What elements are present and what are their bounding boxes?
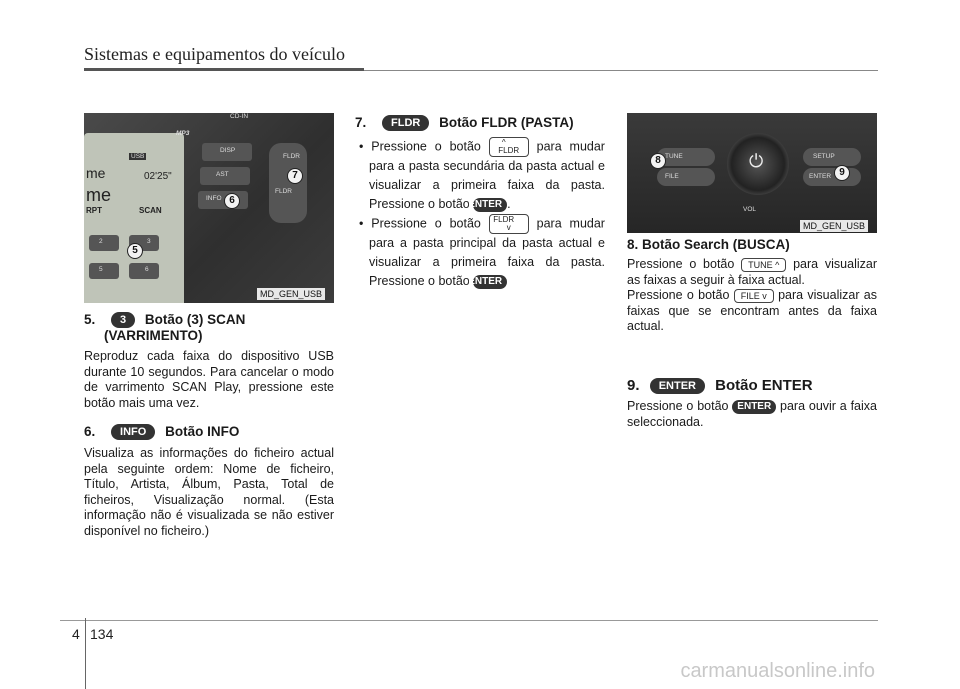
- mp3-logo: MP3: [176, 130, 190, 137]
- file-button-icon: FILE v: [734, 289, 774, 303]
- enter-button[interactable]: ENTER: [803, 168, 861, 186]
- preset-3-button[interactable]: 3: [129, 235, 159, 251]
- sec8-title: 8. Botão Search (BUSCA): [627, 237, 790, 252]
- section-9: [627, 377, 877, 430]
- page-header-title: Sistemas e equipamentos do veículo: [84, 44, 345, 64]
- display-time: 02'25": [144, 171, 172, 182]
- sec7-number: 7.: [355, 115, 367, 130]
- enter-badge: ENTER: [473, 198, 507, 212]
- fldr-badge: FLDR: [382, 115, 429, 131]
- setup-button[interactable]: SETUP: [803, 148, 861, 166]
- sec5-number: 5.: [84, 312, 96, 327]
- control-knob-photo: [627, 113, 877, 233]
- section-5: [84, 312, 334, 411]
- sec5-title: Botão (3) SCAN: [144, 312, 246, 327]
- watermark-text: carmanualsonline.info: [680, 660, 875, 682]
- enter-badge-inline: ENTER: [732, 400, 776, 414]
- ast-button[interactable]: AST: [200, 167, 250, 185]
- radio-panel-photo: [84, 113, 334, 303]
- vol-label: VOL: [743, 206, 757, 213]
- section-6: [84, 424, 334, 539]
- tune-button[interactable]: TUNE: [657, 148, 715, 166]
- sec7-title: Botão FLDR (PASTA): [439, 115, 574, 130]
- fldr-up-button-icon: ^ FLDR: [489, 137, 529, 157]
- enter-badge-2: ENTER: [473, 275, 507, 289]
- fldr-down-button-icon: FLDR v: [489, 214, 529, 234]
- power-icon: ⏻: [749, 151, 764, 171]
- display-track: me: [86, 165, 106, 181]
- footer-rule: [60, 620, 878, 621]
- fldr-rocker[interactable]: FLDR FLDR: [269, 143, 307, 223]
- footer-divider: [85, 618, 86, 689]
- display-scan: SCAN: [139, 206, 162, 215]
- info-button[interactable]: INFO: [198, 191, 248, 209]
- sec9-number: 9.: [627, 377, 640, 394]
- section-7: [355, 115, 605, 291]
- chapter-number: 4: [72, 626, 80, 642]
- cdin-label: CD-IN: [230, 113, 249, 120]
- header-rule: [84, 68, 364, 71]
- preset-2-button[interactable]: 2: [89, 235, 119, 251]
- preset-6-button[interactable]: 6: [129, 263, 159, 279]
- callout-9: 9: [834, 165, 850, 181]
- callout-7: 7: [287, 168, 303, 184]
- volume-knob[interactable]: [727, 133, 789, 195]
- sec7-bullet-2: • Pressione o botão FLDR v para mudar para a pasta principal da pasta actual e visualizar a primeira faixa da pasta. Pressione o botão ENTER: [359, 215, 605, 289]
- enter-badge-title: ENTER: [650, 378, 705, 394]
- left-photo-caption: MD_GEN_USB: [257, 288, 325, 300]
- preset-5-button[interactable]: 5: [89, 263, 119, 279]
- info-badge: INFO: [111, 424, 155, 440]
- tune-button-icon: TUNE ^: [741, 258, 786, 272]
- callout-5: 5: [127, 243, 143, 259]
- sec6-body: Visualiza as informações do ficheiro actual pela seguinte ordem: Nome de ficheiro, Título, Artista, Álbum, Pasta, Total de ficheiros, Visualização normal. (Esta informação não é visualizada se não estiver disponível no ficheiro.): [84, 446, 334, 538]
- display-rpt: RPT: [86, 206, 102, 215]
- header-line: [364, 70, 878, 71]
- sec9-title: Botão ENTER: [715, 377, 813, 394]
- callout-8: 8: [650, 153, 666, 169]
- callout-6: 6: [224, 193, 240, 209]
- sec6-number: 6.: [84, 424, 96, 439]
- display-track-large: me: [86, 185, 112, 205]
- section-8: [627, 237, 877, 335]
- right-photo-caption: MD_GEN_USB: [800, 220, 868, 232]
- sec6-title: Botão INFO: [165, 424, 240, 439]
- disp-button[interactable]: DISP: [202, 143, 252, 161]
- sec7-bullet-1: • Pressione o botão ^ FLDR para mudar para a pasta secundária da pasta actual e visualizar a primeira faixa da pasta. Pressione o botão ENTER .: [359, 138, 605, 212]
- sec8-para-2: Pressione o botão FILE v para visualizar as faixas que se encontram antes da faixa actual.: [627, 288, 877, 333]
- sec8-para-1: Pressione o botão TUNE ^ para visualizar as faixas a seguir à faixa actual.: [627, 257, 877, 287]
- page-number: 134: [90, 626, 114, 642]
- button-3-badge: 3: [111, 312, 135, 328]
- file-button[interactable]: FILE: [657, 168, 715, 186]
- sec5-body: Reproduz cada faixa do dispositivo USB durante 10 segundos. Para cancelar o modo de varrimento SCAN Play, pressione este botão mais uma vez.: [84, 349, 334, 410]
- sec5-title-line2: (VARRIMENTO): [104, 328, 203, 344]
- sec9-body: Pressione o botão ENTER para ouvir a faixa seleccionada.: [627, 399, 877, 429]
- display-usb: USB: [131, 153, 145, 160]
